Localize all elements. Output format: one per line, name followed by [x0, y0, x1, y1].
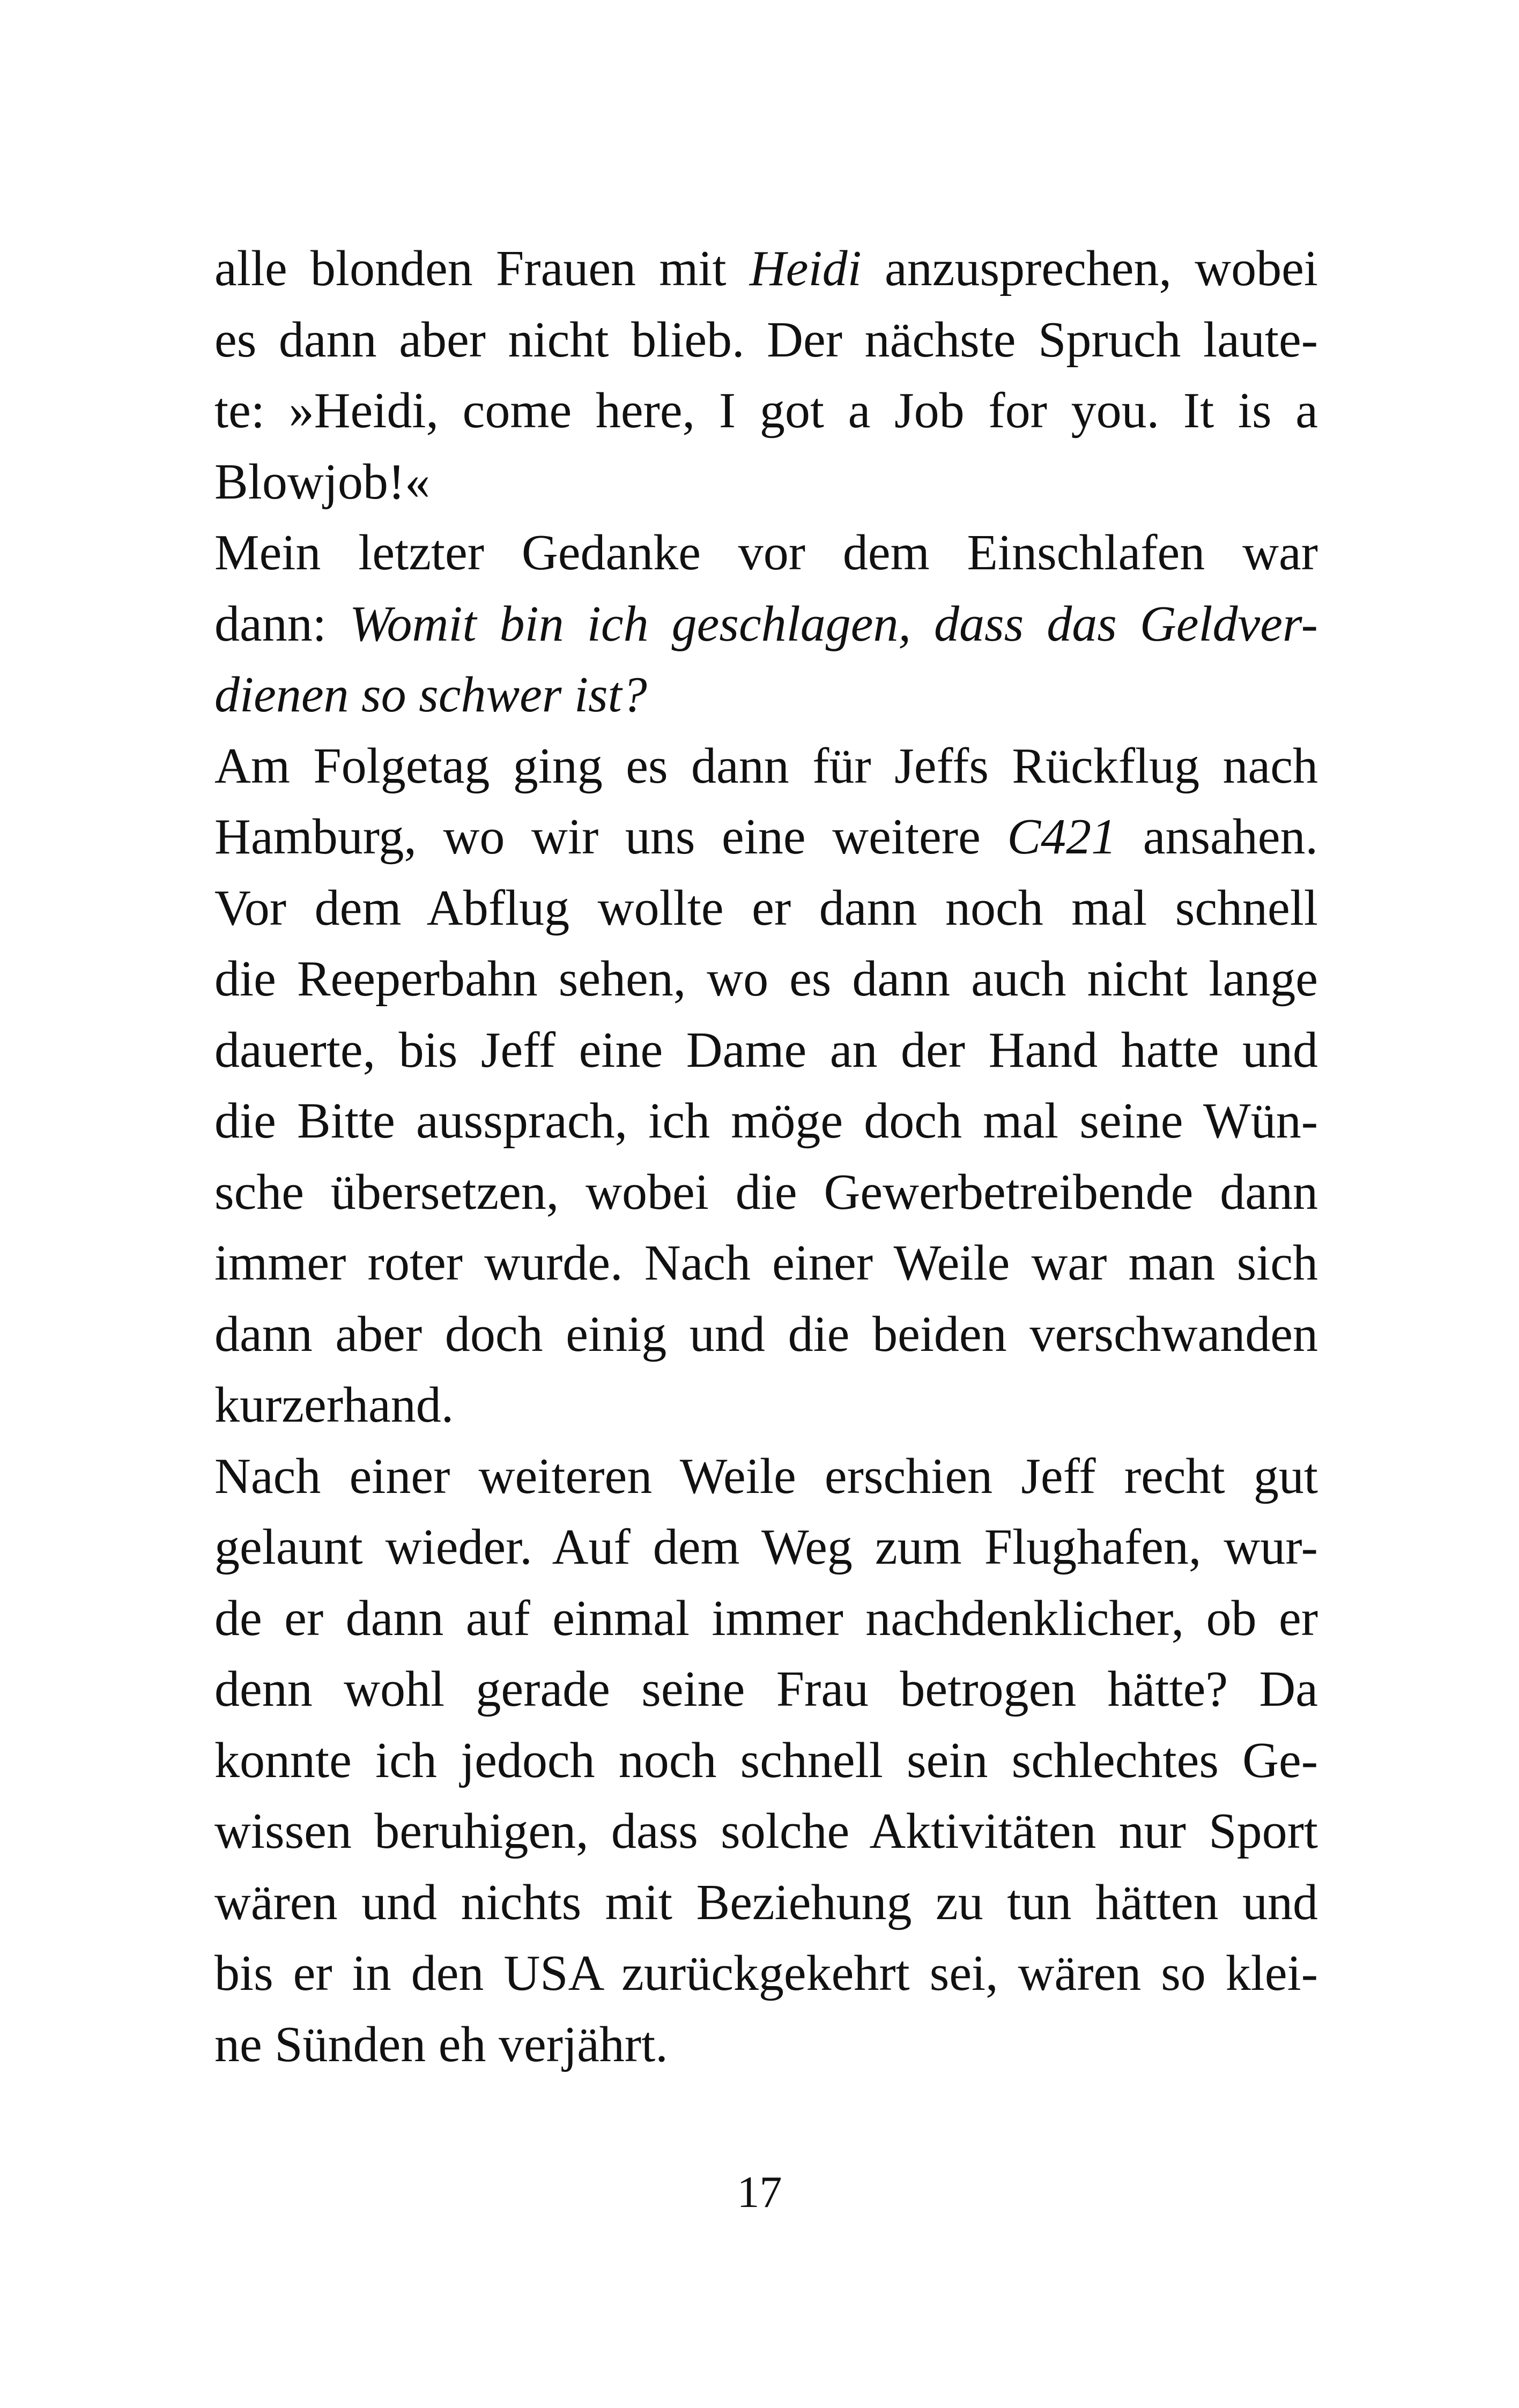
italic-text: C421	[1007, 809, 1117, 865]
text-segment: die Bitte aussprach, ich möge doch mal seine Wün-	[214, 1093, 1318, 1149]
text-line	[214, 1796, 1318, 1867]
text-segment: Vor dem Abflug wollte er dann noch mal schnell	[214, 880, 1318, 936]
text-line	[214, 1157, 1318, 1228]
text-line	[214, 2009, 1318, 2080]
text-line	[214, 1441, 1318, 1512]
text-segment: Mein letzter Gedanke vor dem Einschlafen war	[214, 525, 1318, 581]
text-line	[214, 801, 1318, 873]
italic-text: Womit bin ich geschlagen, dass das Geldver-	[349, 596, 1318, 652]
text-segment: kurzerhand.	[214, 1377, 454, 1433]
text-segment: gelaunt wieder. Auf dem Weg zum Flughafen, wur-	[214, 1519, 1318, 1575]
text-segment: Nach einer weiteren Weile erschien Jeff recht gut	[214, 1448, 1318, 1504]
text-line	[214, 943, 1318, 1015]
text-line	[214, 1583, 1318, 1654]
text-line	[214, 1867, 1318, 1938]
text-segment: die Reeperbahn sehen, wo es dann auch nicht lange	[214, 951, 1318, 1007]
italic-text: dienen so schwer ist?	[214, 667, 647, 723]
text-line	[214, 1938, 1318, 2009]
body-text	[214, 233, 1318, 2080]
text-line	[214, 1086, 1318, 1157]
text-segment: de er dann auf einmal immer nachdenklicher, ob er	[214, 1590, 1318, 1646]
text-segment: dann:	[214, 596, 350, 652]
text-segment: sche übersetzen, wobei die Gewerbetreibende dann	[214, 1164, 1318, 1220]
text-segment: Am Folgetag ging es dann für Jeffs Rückflug nach	[214, 738, 1318, 794]
text-segment: dann aber doch einig und die beiden verschwanden	[214, 1306, 1318, 1362]
text-line	[214, 1512, 1318, 1583]
text-segment: dauerte, bis Jeff eine Dame an der Hand hatte und	[214, 1022, 1318, 1078]
text-segment: immer roter wurde. Nach einer Weile war man sich	[214, 1235, 1318, 1291]
text-segment: alle blonden Frauen mit	[214, 241, 750, 296]
text-line	[214, 1654, 1318, 1725]
text-line	[214, 731, 1318, 802]
text-line	[214, 1370, 1318, 1441]
text-segment: konnte ich jedoch noch schnell sein schlechtes Ge-	[214, 1732, 1318, 1788]
text-segment: anzusprechen, wobei	[861, 241, 1318, 296]
text-line	[214, 1725, 1318, 1796]
text-line	[214, 1228, 1318, 1299]
text-line	[214, 589, 1318, 660]
text-line	[214, 447, 1318, 518]
page-number: 17	[737, 2167, 782, 2217]
italic-text: Heidi	[749, 241, 862, 296]
text-line	[214, 304, 1318, 376]
text-line	[214, 233, 1318, 304]
text-segment: Hamburg, wo wir uns eine weitere	[214, 809, 1007, 865]
text-line	[214, 873, 1318, 944]
text-segment: wären und nichts mit Beziehung zu tun hätten und	[214, 1874, 1318, 1930]
text-segment: bis er in den USA zurückgekehrt sei, wären so klei-	[214, 1945, 1318, 2001]
text-segment: es dann aber nicht blieb. Der nächste Spruch laute-	[214, 311, 1318, 368]
text-line	[214, 1015, 1318, 1086]
text-segment: Blowjob!«	[214, 454, 431, 510]
text-segment: ne Sünden eh verjährt.	[214, 2016, 668, 2072]
text-segment: te: »Heidi, come here, I got a Job for you. It is a	[214, 383, 1318, 439]
text-line	[214, 659, 1318, 731]
text-line	[214, 517, 1318, 589]
text-segment: denn wohl gerade seine Frau betrogen hätte? Da	[214, 1661, 1318, 1717]
text-segment: ansahen.	[1116, 809, 1318, 865]
text-line	[214, 1299, 1318, 1370]
text-line	[214, 375, 1318, 447]
text-segment: wissen beruhigen, dass solche Aktivitäten nur Sport	[214, 1803, 1318, 1859]
